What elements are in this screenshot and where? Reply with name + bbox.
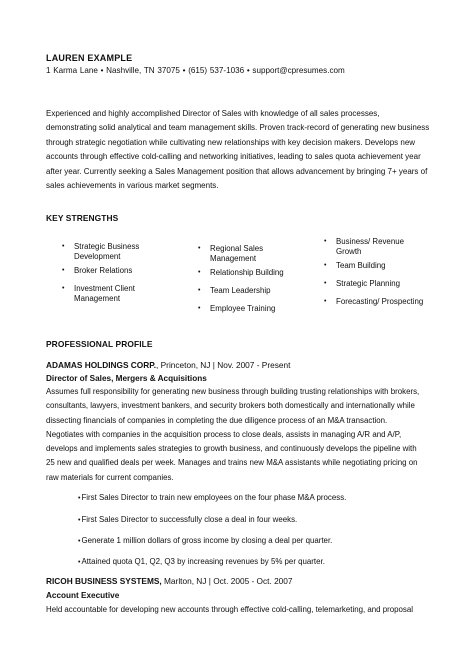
bullet-icon: • <box>324 262 327 269</box>
company-name: ADAMAS HOLDINGS CORP. <box>46 360 157 370</box>
summary-line: accounts through effective cold-calling and networking initiatives, leading to sales quota achievement year <box>46 152 421 162</box>
bullet-icon: • <box>78 559 81 566</box>
summary-line: sales achievements in various market segments. <box>46 181 219 191</box>
bullet-icon: • <box>324 280 327 287</box>
strength-item: • Relationship Building <box>198 268 284 277</box>
bullet-icon: • <box>78 517 81 524</box>
strength-item: • Strategic Business Development <box>62 242 140 261</box>
achievement-item: •First Sales Director to train new employees on the four phase M&A process. <box>78 493 347 502</box>
bullet-icon: • <box>198 287 201 294</box>
bullet-icon: • <box>198 305 201 312</box>
bullet-icon: • <box>324 238 327 245</box>
description-line: Negotiates with companies in the acquisition process to close deals, assists in managing A/R and A/P, <box>46 429 402 439</box>
description-line: dissecting financials of companies in completing the due diligence process of an M&A transaction. <box>46 415 388 425</box>
bullet-icon: • <box>62 243 65 250</box>
candidate-name: LAUREN EXAMPLE <box>46 53 133 63</box>
bullet-icon: • <box>62 285 65 292</box>
bullet-icon: • <box>198 269 201 276</box>
bullet-icon: • <box>324 298 327 305</box>
job-company-line <box>46 576 293 586</box>
job-description <box>46 385 441 485</box>
achievement-item: •Generate 1 million dollars of gross income by closing a deal per quarter. <box>78 536 333 545</box>
job-title: Director of Sales, Mergers & Acquisitions <box>46 374 207 383</box>
strength-item: • Forecasting/ Prospecting <box>324 297 424 306</box>
description-line: develops and implements sales strategies to growth business, and continuously develops the pipeline with <box>46 444 417 454</box>
achievement-item: •Attained quota Q1, Q2, Q3 by increasing revenues by 5% per quarter. <box>78 557 325 566</box>
job-company-line <box>46 360 290 370</box>
job-description <box>46 603 441 617</box>
key-strengths-heading: KEY STRENGTHS <box>46 213 119 223</box>
strength-item: • Team Building <box>324 261 386 270</box>
strength-item: • Employee Training <box>198 304 276 313</box>
strength-item: • Team Leadership <box>198 286 271 295</box>
strength-item: • Regional Sales Management <box>198 244 264 263</box>
job-details: , Princeton, NJ | Nov. 2007 - Present <box>156 360 291 370</box>
bullet-icon: • <box>78 495 81 502</box>
bullet-icon: • <box>62 267 65 274</box>
description-line: raw materials for current companies. <box>46 472 174 482</box>
job-details: Marlton, NJ | Oct. 2005 - Oct. 2007 <box>161 576 293 586</box>
summary-line: demonstrating solid analytical and team management skills. Proven track-record of generating new business <box>46 123 430 133</box>
description-line: consultants, lawyers, investment bankers, and security brokers both domestically and internationally while <box>46 401 415 411</box>
strength-item: • Strategic Planning <box>324 279 401 288</box>
strength-item: • Broker Relations <box>62 266 133 275</box>
contact-line: 1 Karma Lane • Nashville, TN 37075 • (615) 537-1036 • support@cpresumes.com <box>46 66 345 75</box>
job-title: Account Executive <box>46 591 120 600</box>
description-line: 25 new and qualified deals per week. Manages and trains new M&A assistants while negotiating pricing on <box>46 458 418 468</box>
strength-item: • Investment Client Management <box>62 284 135 303</box>
professional-profile-heading: PROFESSIONAL PROFILE <box>46 339 153 349</box>
summary-line: Experienced and highly accomplished Director of Sales with knowledge of all sales processes, <box>46 109 380 118</box>
summary-line: through strategic negotiation while cultivating new relationships with key decision makers. Develops new <box>46 137 416 147</box>
company-name: RICOH BUSINESS SYSTEMS, <box>46 576 162 586</box>
summary-line: after year. Currently seeking a Sales Management position that allows advancement by bringing 7+ years of <box>46 166 428 176</box>
bullet-icon: • <box>78 538 81 545</box>
achievement-item: •First Sales Director to successfully close a deal in four weeks. <box>78 515 298 524</box>
strength-item: • Business/ Revenue Growth <box>324 237 404 256</box>
description-line: Held accountable for developing new accounts through effective cold-calling, telemarketing, and proposal <box>46 605 413 614</box>
bullet-icon: • <box>198 245 201 252</box>
description-line: Assumes full responsibility for generating new business through building trusting relationships with brokers, <box>46 387 420 396</box>
